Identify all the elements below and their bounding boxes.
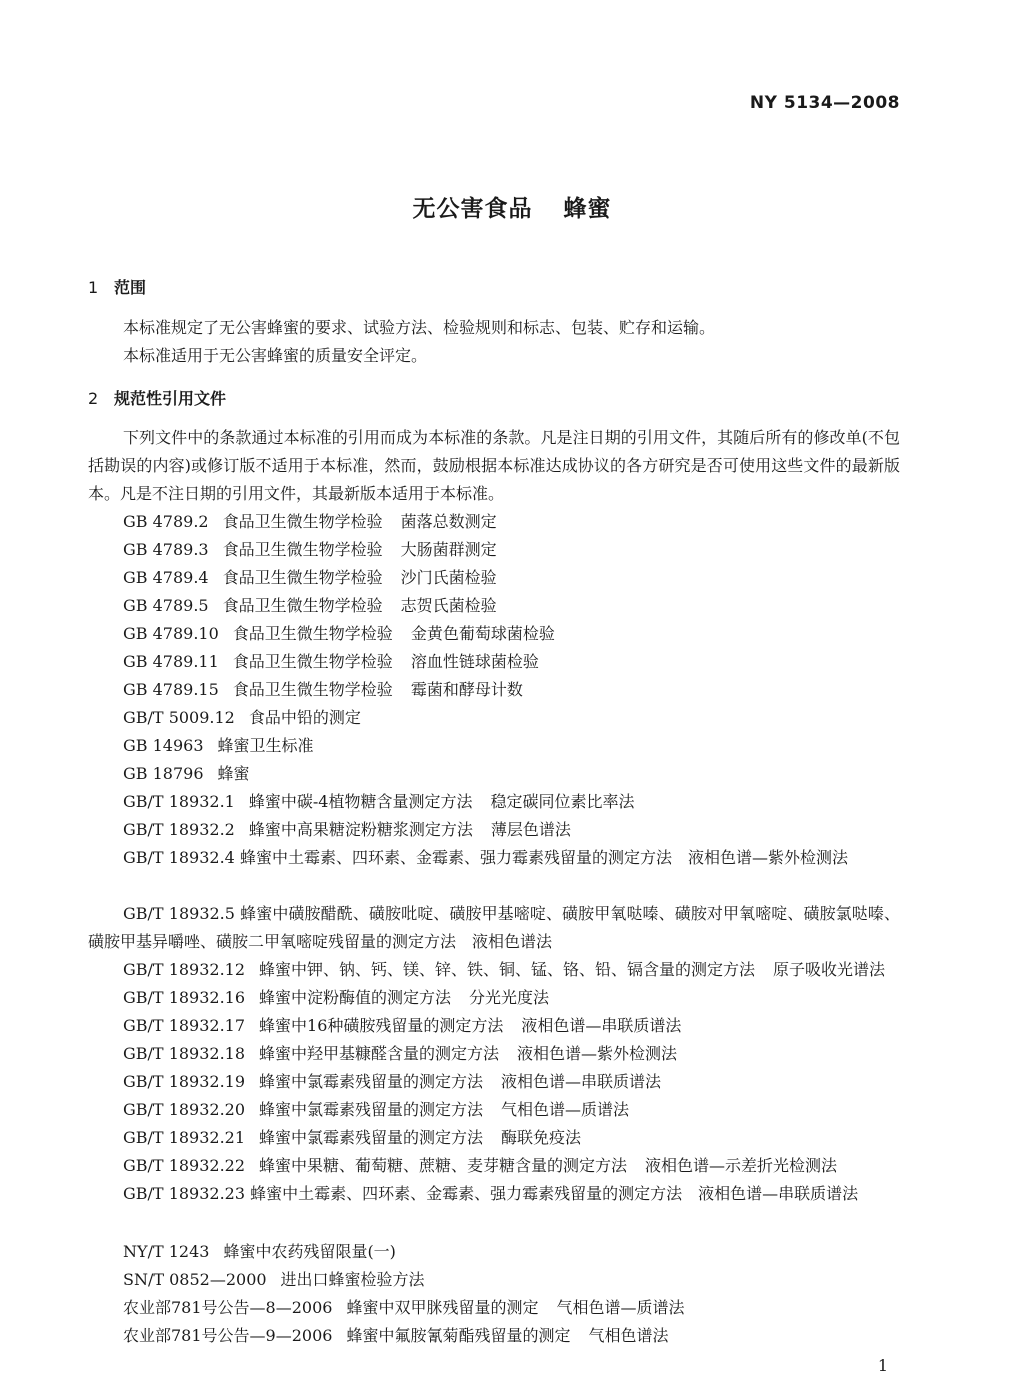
reference-code: GB/T 18932.5 — [123, 904, 235, 923]
reference-method: 液相色谱法 — [472, 932, 553, 951]
reference-title: 蜂蜜中氯霉素残留量的测定方法 — [259, 1128, 484, 1147]
reference-title: 蜂蜜中16种磺胺残留量的测定方法 — [259, 1016, 504, 1035]
reference-item — [123, 732, 314, 760]
reference-code: GB 4789.10 — [123, 624, 219, 643]
reference-code: GB/T 18932.19 — [123, 1072, 246, 1091]
reference-code: GB/T 18932.20 — [123, 1100, 246, 1119]
reference-method: 霉菌和酵母计数 — [410, 680, 523, 699]
reference-title: 蜂蜜中羟甲基糠醛含量的测定方法 — [259, 1044, 500, 1063]
reference-method: 气相色谱法 — [588, 1326, 669, 1345]
reference-code: GB/T 18932.12 — [123, 960, 246, 979]
references-intro-paragraph: 下列文件中的条款通过本标准的引用而成为本标准的条款。凡是注日期的引用文件，其随后所有的修改单(不包括勘误的内容)或修订版不适用于本标准，然而，鼓励根据本标准达成协议的各方研究是否可使用这些文件的最新版本。凡是不注日期的引用文件，其最新版本适用于本标准。 — [88, 428, 900, 503]
reference-item — [123, 1040, 677, 1068]
reference-code: GB 4789.2 — [123, 512, 209, 531]
reference-method: 原子吸收光谱法 — [773, 960, 886, 979]
reference-item — [123, 704, 361, 732]
page-number: 1 — [877, 1356, 888, 1375]
reference-item — [123, 1012, 681, 1040]
reference-item — [123, 788, 634, 816]
document-title: 无公害食品 蜂蜜 — [412, 196, 612, 222]
reference-method: 金黄色葡萄球菌检验 — [410, 624, 555, 643]
reference-code: GB 4789.11 — [123, 652, 219, 671]
reference-title: 蜂蜜中果糖、葡萄糖、蔗糖、麦芽糖含量的测定方法 — [259, 1156, 628, 1175]
reference-code: GB/T 18932.17 — [123, 1016, 246, 1035]
reference-item — [123, 1266, 425, 1294]
reference-title: 食品中铅的测定 — [248, 708, 361, 727]
reference-code: GB/T 18932.22 — [123, 1156, 246, 1175]
reference-method: 沙门氏菌检验 — [400, 568, 497, 587]
scope-paragraph-1: 本标准规定了无公害蜂蜜的要求、试验方法、检验规则和标志、包装、贮存和运输。 — [123, 318, 716, 337]
reference-item — [123, 1124, 581, 1152]
reference-method: 志贺氏菌检验 — [400, 596, 497, 615]
reference-title: 蜂蜜中氟胺氰菊酯残留量的测定 — [346, 1326, 571, 1345]
reference-method: 大肠菌群测定 — [400, 540, 497, 559]
reference-code: GB 4789.3 — [123, 540, 209, 559]
section-number: 2 — [88, 389, 99, 408]
reference-item — [88, 1180, 900, 1208]
reference-title: 蜂蜜 — [217, 764, 250, 783]
reference-method: 分光光度法 — [469, 988, 550, 1007]
reference-code: GB/T 18932.1 — [123, 792, 235, 811]
reference-item — [123, 592, 497, 620]
reference-item — [123, 508, 497, 536]
reference-title: 蜂蜜中土霉素、四环素、金霉素、强力霉素残留量的测定方法 — [250, 1184, 683, 1203]
reference-method: 菌落总数测定 — [400, 512, 497, 531]
reference-method: 液相色谱—串联质谱法 — [521, 1016, 682, 1035]
reference-method: 液相色谱—紫外检测法 — [517, 1044, 678, 1063]
reference-item — [123, 648, 539, 676]
reference-title: 蜂蜜中高果糖淀粉糖浆测定方法 — [248, 820, 473, 839]
standard-number: NY 5134—2008 — [749, 93, 900, 113]
scope-paragraph-2: 本标准适用于无公害蜂蜜的质量安全评定。 — [123, 346, 428, 365]
reference-method: 薄层色谱法 — [490, 820, 571, 839]
reference-title: 蜂蜜中土霉素、四环素、金霉素、强力霉素残留量的测定方法 — [239, 848, 672, 867]
reference-title: 食品卫生微生物学检验 — [222, 596, 383, 615]
reference-code: GB 4789.5 — [123, 596, 209, 615]
reference-item — [88, 900, 900, 956]
reference-method: 液相色谱—紫外检测法 — [687, 848, 848, 867]
section-title: 范围 — [114, 278, 147, 297]
reference-code: GB 4789.15 — [123, 680, 219, 699]
reference-item — [123, 1068, 661, 1096]
reference-item — [123, 816, 571, 844]
reference-item — [123, 620, 555, 648]
reference-item — [123, 676, 523, 704]
reference-code: NY/T 1243 — [123, 1242, 210, 1261]
reference-title: 蜂蜜中磺胺醋酰、磺胺吡啶、磺胺甲基嘧啶、磺胺甲氧哒嗪、磺胺对甲氧嘧啶、磺胺氯哒嗪、磺胺甲基异嚼唑、磺胺二甲氧嘧啶残留量的测定方法 — [88, 904, 900, 951]
reference-code: GB/T 18932.16 — [123, 988, 246, 1007]
reference-title: 食品卫生微生物学检验 — [222, 540, 383, 559]
reference-title: 食品卫生微生物学检验 — [232, 652, 393, 671]
reference-method: 气相色谱—质谱法 — [556, 1298, 685, 1317]
reference-code: GB/T 18932.21 — [123, 1128, 246, 1147]
reference-title: 食品卫生微生物学检验 — [222, 512, 383, 531]
reference-item — [123, 956, 885, 984]
reference-item — [123, 1238, 396, 1266]
reference-item — [88, 844, 900, 872]
section-1-heading — [88, 275, 146, 298]
reference-code: SN/T 0852—2000 — [123, 1270, 267, 1289]
reference-code: GB/T 18932.2 — [123, 820, 235, 839]
reference-method: 溶血性链球菌检验 — [410, 652, 539, 671]
reference-title: 蜂蜜中农药残留限量(一) — [223, 1242, 396, 1261]
reference-method: 液相色谱—示差折光检测法 — [645, 1156, 838, 1175]
reference-code: 农业部781号公告—9—2006 — [123, 1326, 333, 1345]
reference-title: 蜂蜜卫生标准 — [217, 736, 314, 755]
reference-item — [123, 1096, 629, 1124]
reference-code: GB/T 18932.4 — [123, 848, 235, 867]
reference-code: GB 4789.4 — [123, 568, 209, 587]
reference-title: 蜂蜜中淀粉酶值的测定方法 — [259, 988, 452, 1007]
reference-method: 稳定碳同位素比率法 — [490, 792, 635, 811]
reference-title: 蜂蜜中碳-4植物糖含量测定方法 — [248, 792, 473, 811]
reference-code: GB 18796 — [123, 764, 204, 783]
section-title: 规范性引用文件 — [114, 389, 227, 408]
reference-item — [123, 760, 250, 788]
reference-item — [123, 536, 497, 564]
section-2-heading — [88, 386, 226, 409]
reference-item — [123, 1322, 668, 1350]
reference-method: 酶联免疫法 — [501, 1128, 582, 1147]
reference-title: 蜂蜜中氯霉素残留量的测定方法 — [259, 1100, 484, 1119]
reference-method: 液相色谱—串联质谱法 — [501, 1072, 662, 1091]
reference-method: 液相色谱—串联质谱法 — [698, 1184, 859, 1203]
reference-title: 食品卫生微生物学检验 — [232, 624, 393, 643]
reference-code: 农业部781号公告—8—2006 — [123, 1298, 333, 1317]
reference-code: GB/T 18932.18 — [123, 1044, 246, 1063]
reference-item — [123, 1152, 837, 1180]
reference-method: 气相色谱—质谱法 — [501, 1100, 630, 1119]
reference-code: GB/T 18932.23 — [123, 1184, 246, 1203]
reference-code: GB 14963 — [123, 736, 204, 755]
reference-item — [123, 984, 549, 1012]
reference-title: 食品卫生微生物学检验 — [232, 680, 393, 699]
reference-code: GB/T 5009.12 — [123, 708, 235, 727]
reference-title: 进出口蜂蜜检验方法 — [280, 1270, 425, 1289]
reference-title: 蜂蜜中氯霉素残留量的测定方法 — [259, 1072, 484, 1091]
reference-title: 食品卫生微生物学检验 — [222, 568, 383, 587]
section-number: 1 — [88, 278, 99, 297]
reference-item — [123, 564, 497, 592]
reference-title: 蜂蜜中双甲脒残留量的测定 — [346, 1298, 539, 1317]
reference-item — [123, 1294, 684, 1322]
reference-title: 蜂蜜中钾、钠、钙、镁、锌、铁、铜、锰、铬、铅、镉含量的测定方法 — [259, 960, 756, 979]
